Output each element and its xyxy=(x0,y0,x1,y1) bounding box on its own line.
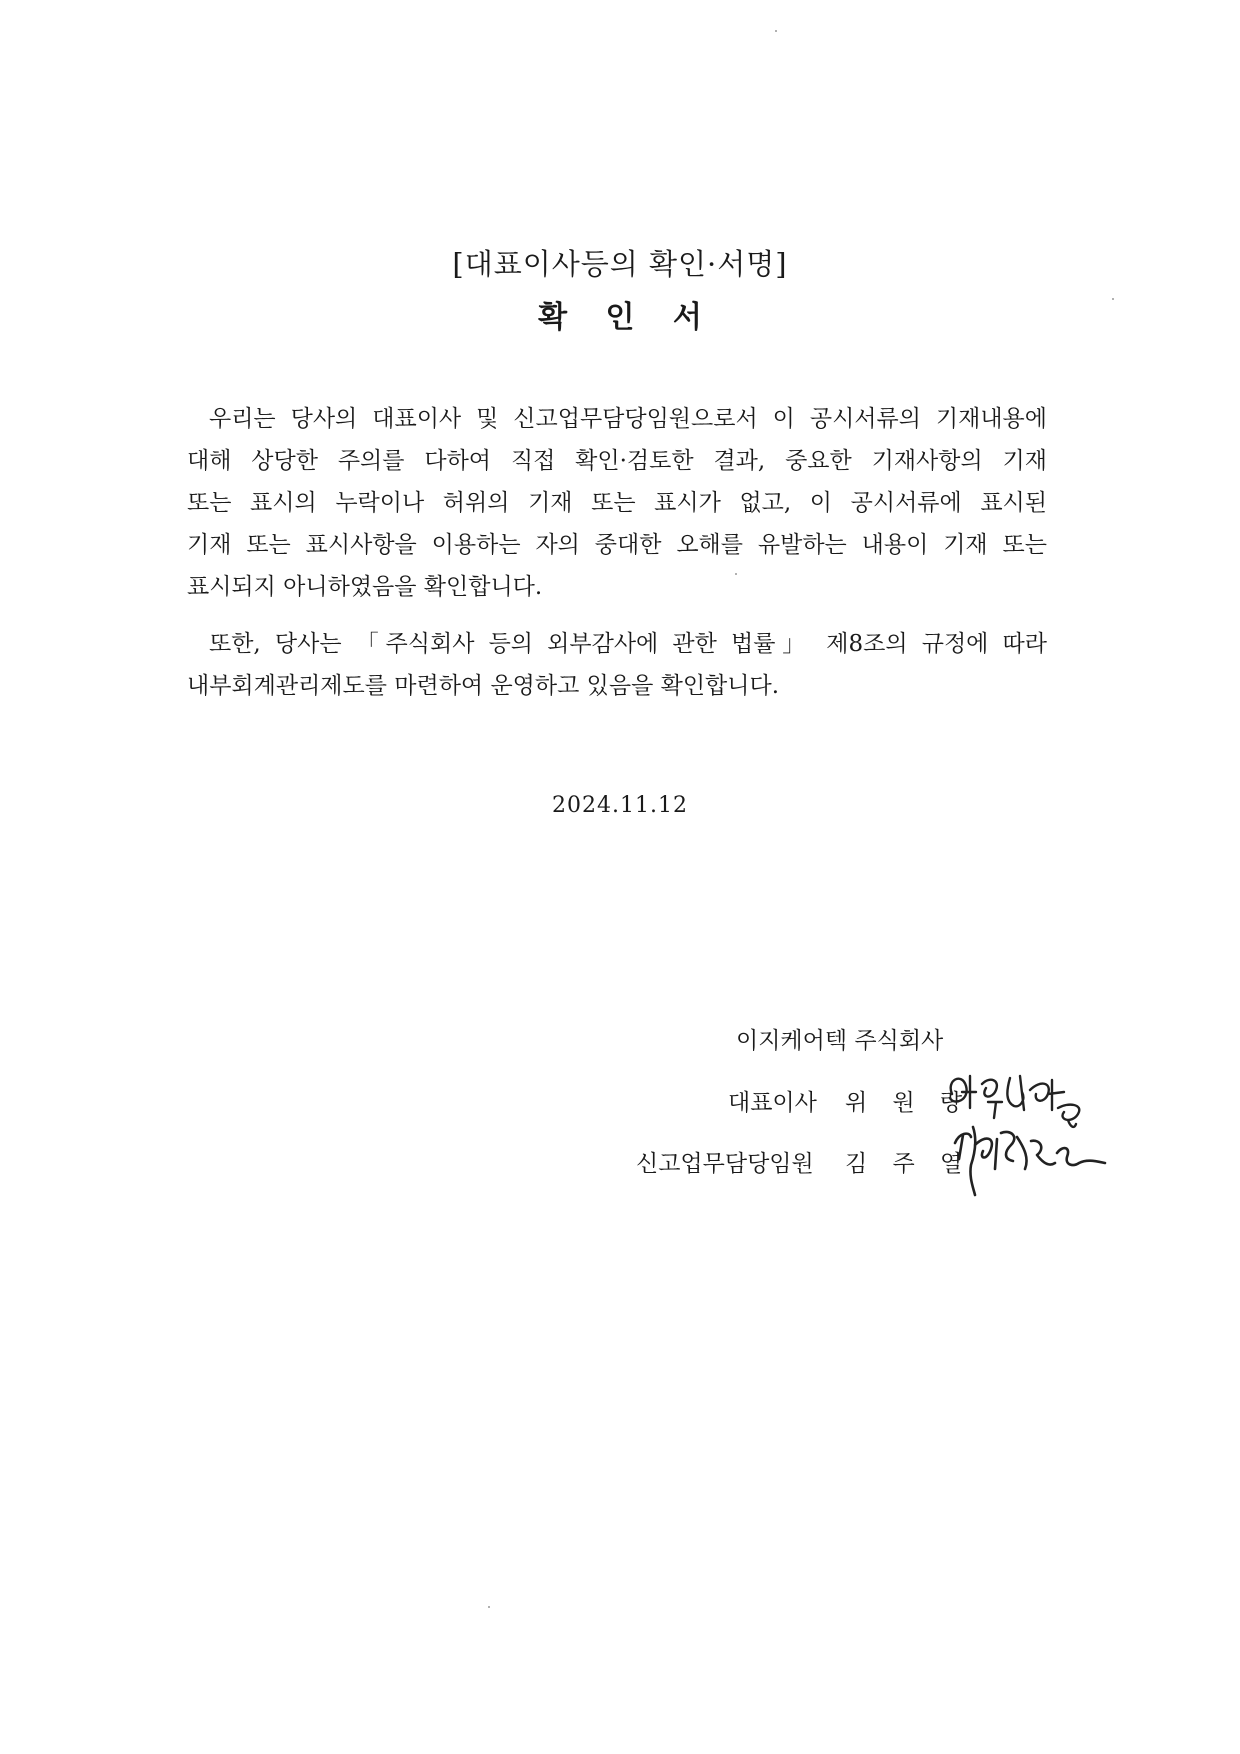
company-name: 이지케어텍 주식회사 xyxy=(736,1028,944,1054)
paragraph-line: 대해 상당한 주의를 다하여 직접 확인·검토한 결과, 중요한 기재사항의 기재 xyxy=(187,448,1047,474)
ceo-role-label: 대표이사 xyxy=(728,1090,817,1116)
document-subtitle: 확 인 서 xyxy=(538,300,716,335)
paragraph-line: 또는 표시의 누락이나 허위의 기재 또는 표시가 없고, 이 공시서류에 표시된 xyxy=(187,490,1047,516)
paragraph-line: 표시되지 아니하였음을 확인합니다. xyxy=(187,574,543,600)
scan-speck xyxy=(1112,298,1114,300)
scan-speck xyxy=(775,30,777,32)
paragraph-line: 기재 또는 표시사항을 이용하는 자의 중대한 오해를 유발하는 내용이 기재 또는 xyxy=(187,532,1047,558)
paragraph-line: 우리는 당사의 대표이사 및 신고업무담당임원으로서 이 공시서류의 기재내용에 xyxy=(209,406,1047,432)
scan-speck xyxy=(488,1606,490,1608)
ceo-name: 위 원 량 xyxy=(845,1090,972,1116)
paragraph-line: 내부회계관리제도를 마련하여 운영하고 있음을 확인합니다. xyxy=(187,673,780,699)
document-date: 2024.11.12 xyxy=(552,793,688,818)
confirmation-paragraph xyxy=(187,398,1047,608)
officer-name: 김 주 열 xyxy=(845,1151,972,1177)
officer-role-label: 신고업무담당임원 xyxy=(636,1151,814,1177)
scan-speck xyxy=(735,573,737,575)
internal-control-paragraph xyxy=(187,623,1047,707)
paragraph-line: 또한, 당사는 「주식회사 등의 외부감사에 관한 법률」 제8조의 규정에 따라 xyxy=(209,631,1047,657)
document-title: [대표이사등의 확인·서명] xyxy=(452,247,788,281)
